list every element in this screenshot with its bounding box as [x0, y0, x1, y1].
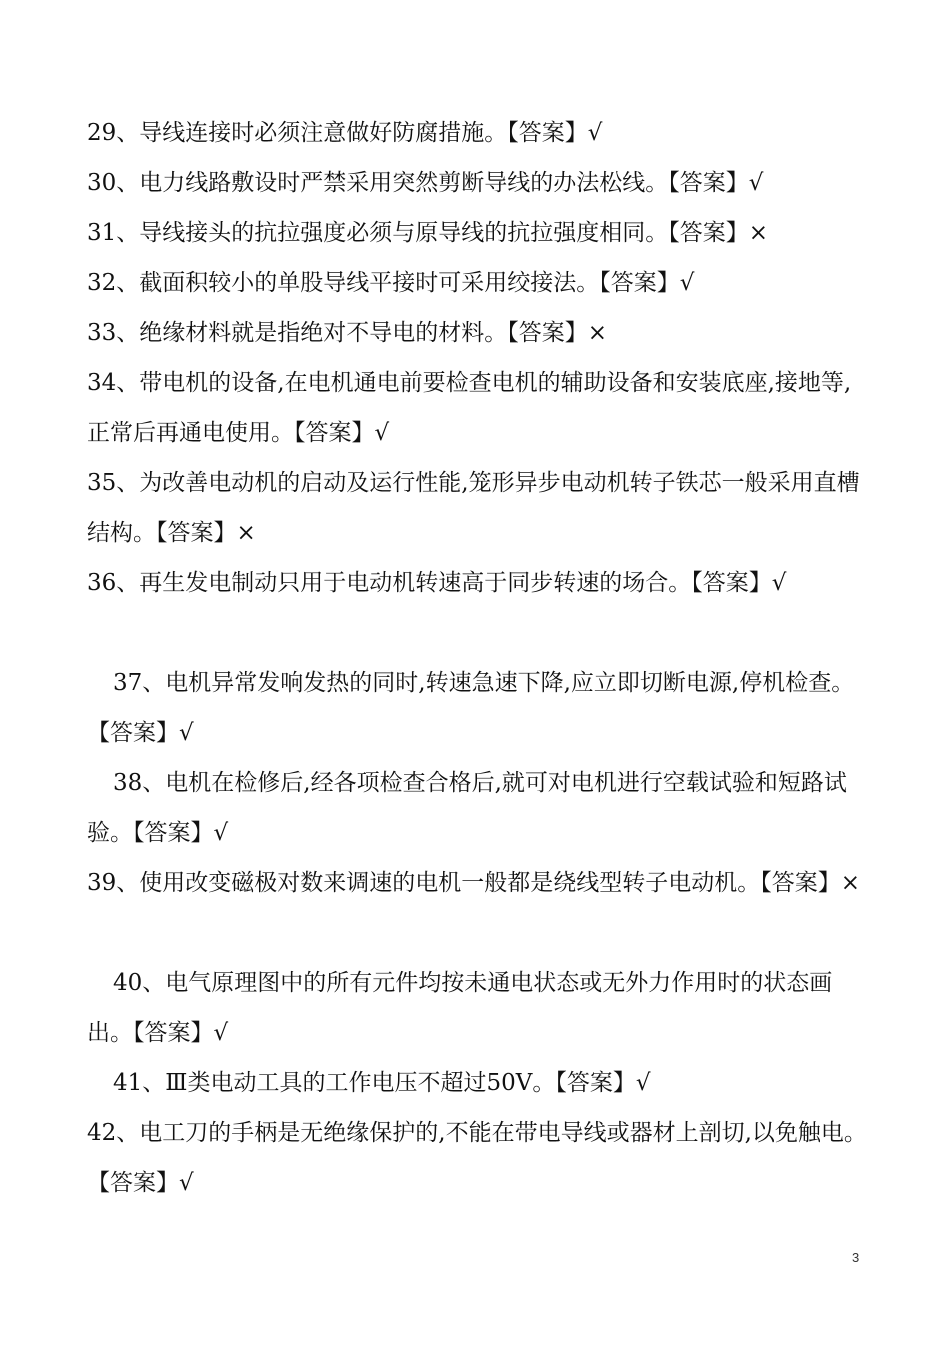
- question-40: 40、电气原理图中的所有元件均按未通电状态或无外力作用时的状态画出。【答案】√: [87, 970, 833, 1046]
- question-42: 42、电工刀的手柄是无绝缘保护的,不能在带电导线或器材上剖切,以免触电。【答案】√: [87, 1120, 867, 1196]
- question-41: 41、Ⅲ类电动工具的工作电压不超过50V。【答案】√: [113, 1070, 651, 1096]
- question-34: 34、带电机的设备,在电机通电前要检查电机的辅助设备和安装底座,接地等,正常后再通电使用。【答案】√: [87, 370, 852, 446]
- question-33: 33、绝缘材料就是指绝对不导电的材料。【答案】×: [87, 320, 608, 346]
- question-37: 37、电机异常发响发热的同时,转速急速下降,应立即切断电源,停机检查。【答案】√: [87, 670, 855, 746]
- question-29: 29、导线连接时必须注意做好防腐措施。【答案】√: [87, 120, 603, 146]
- question-30: 30、电力线路敷设时严禁采用突然剪断导线的办法松线。【答案】√: [87, 170, 764, 196]
- question-32: 32、截面积较小的单股导线平接时可采用绞接法。【答案】√: [87, 270, 695, 296]
- question-35: 35、为改善电动机的启动及运行性能,笼形异步电动机转子铁芯一般采用直槽结构。【答案】×: [87, 470, 860, 546]
- question-36: 36、再生发电制动只用于电动机转速高于同步转速的场合。【答案】√: [87, 570, 787, 596]
- question-31: 31、导线接头的抗拉强度必须与原导线的抗拉强度相同。【答案】×: [87, 220, 769, 246]
- question-39: 39、使用改变磁极对数来调速的电机一般都是绕线型转子电动机。【答案】×: [87, 870, 861, 896]
- question-38: 38、电机在检修后,经各项检查合格后,就可对电机进行空载试验和短路试验。【答案】√: [87, 770, 847, 846]
- page-number: 3: [852, 1250, 860, 1265]
